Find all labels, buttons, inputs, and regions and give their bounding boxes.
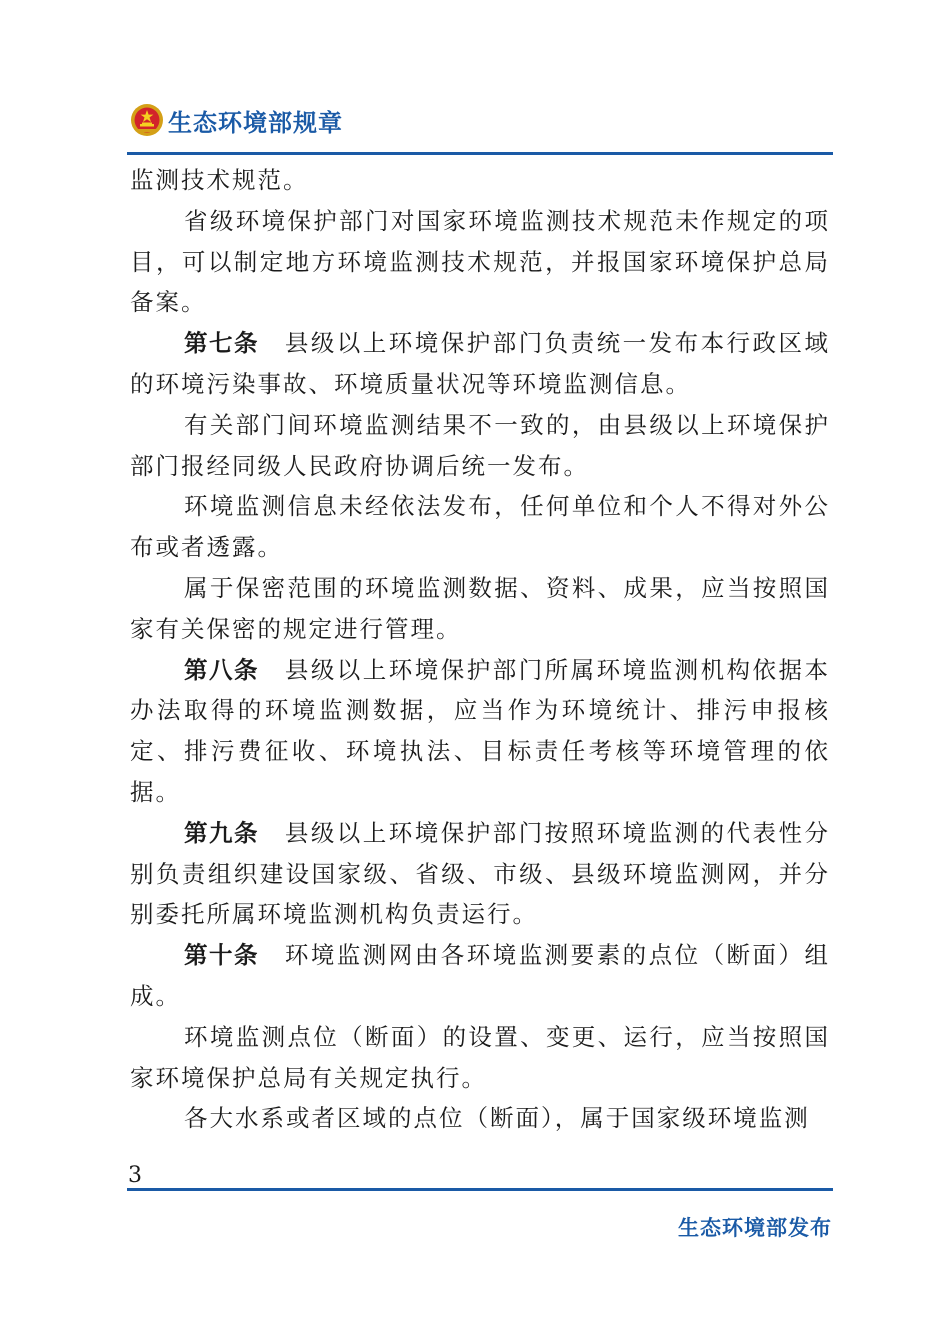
paragraph — [130, 1098, 830, 1139]
paragraph-text: 省级环境保护部门对国家环境监测技术规范未作规定的项目，可以制定地方环境监测技术规范，并报国家环境保护总局备案。 — [130, 206, 830, 317]
paragraph-text: 县级以上环境保护部门按照环境监测的代表性分别负责组织建设国家级、省级、市级、县级环境监测网，并分别委托所属环境监测机构负责运行。 — [130, 818, 831, 929]
paragraph-text: 属于保密范围的环境监测数据、资料、成果，应当按照国家有关保密的规定进行管理。 — [130, 573, 830, 643]
header-divider — [127, 152, 833, 155]
paragraph — [130, 568, 830, 650]
paragraph — [130, 405, 830, 487]
article-paragraph — [130, 813, 830, 935]
paragraph — [130, 160, 830, 201]
paragraph-text: 县级以上环境保护部门负责统一发布本行政区域的环境污染事故、环境质量状况等环境监测信息。 — [130, 329, 831, 398]
header-title: 生态环境部规章 — [168, 108, 343, 137]
article-paragraph — [130, 935, 830, 1017]
paragraph — [130, 486, 830, 568]
article-number: 第七条 — [184, 329, 259, 358]
paragraph-text: 县级以上环境保护部门所属环境监测机构依据本办法取得的环境监测数据，应当作为环境统计、排污申报核定、排污费征收、环境执法、目标责任考核等环境管理的依据。 — [130, 655, 831, 806]
footer-divider — [127, 1188, 833, 1191]
document-body — [130, 160, 830, 1139]
article-paragraph — [130, 323, 830, 405]
paragraph-text: 各大水系或者区域的点位（断面），属于国家级环境监测 — [184, 1104, 810, 1133]
paragraph-text: 有关部门间环境监测结果不一致的，由县级以上环境保护部门报经同级人民政府协调后统一发布。 — [130, 410, 830, 480]
paragraph-text: 环境监测点位（断面）的设置、变更、运行，应当按照国家环境保护总局有关规定执行。 — [130, 1022, 830, 1092]
article-paragraph — [130, 650, 830, 813]
paragraph-text: 环境监测信息未经依法发布，任何单位和个人不得对外公布或者透露。 — [130, 492, 830, 562]
article-number: 第八条 — [184, 655, 259, 684]
national-emblem-icon — [130, 103, 164, 137]
paragraph — [130, 201, 830, 323]
page-number: 3 — [128, 1163, 142, 1188]
article-number: 第九条 — [184, 818, 259, 847]
page-header — [130, 100, 343, 140]
article-number: 第十条 — [184, 941, 259, 970]
paragraph-text: 监测技术规范。 — [130, 166, 309, 194]
paragraph — [130, 1017, 830, 1099]
paragraph-text: 环境监测网由各环境监测要素的点位（断面）组成。 — [130, 941, 831, 1010]
footer-publisher: 生态环境部发布 — [678, 1216, 832, 1240]
